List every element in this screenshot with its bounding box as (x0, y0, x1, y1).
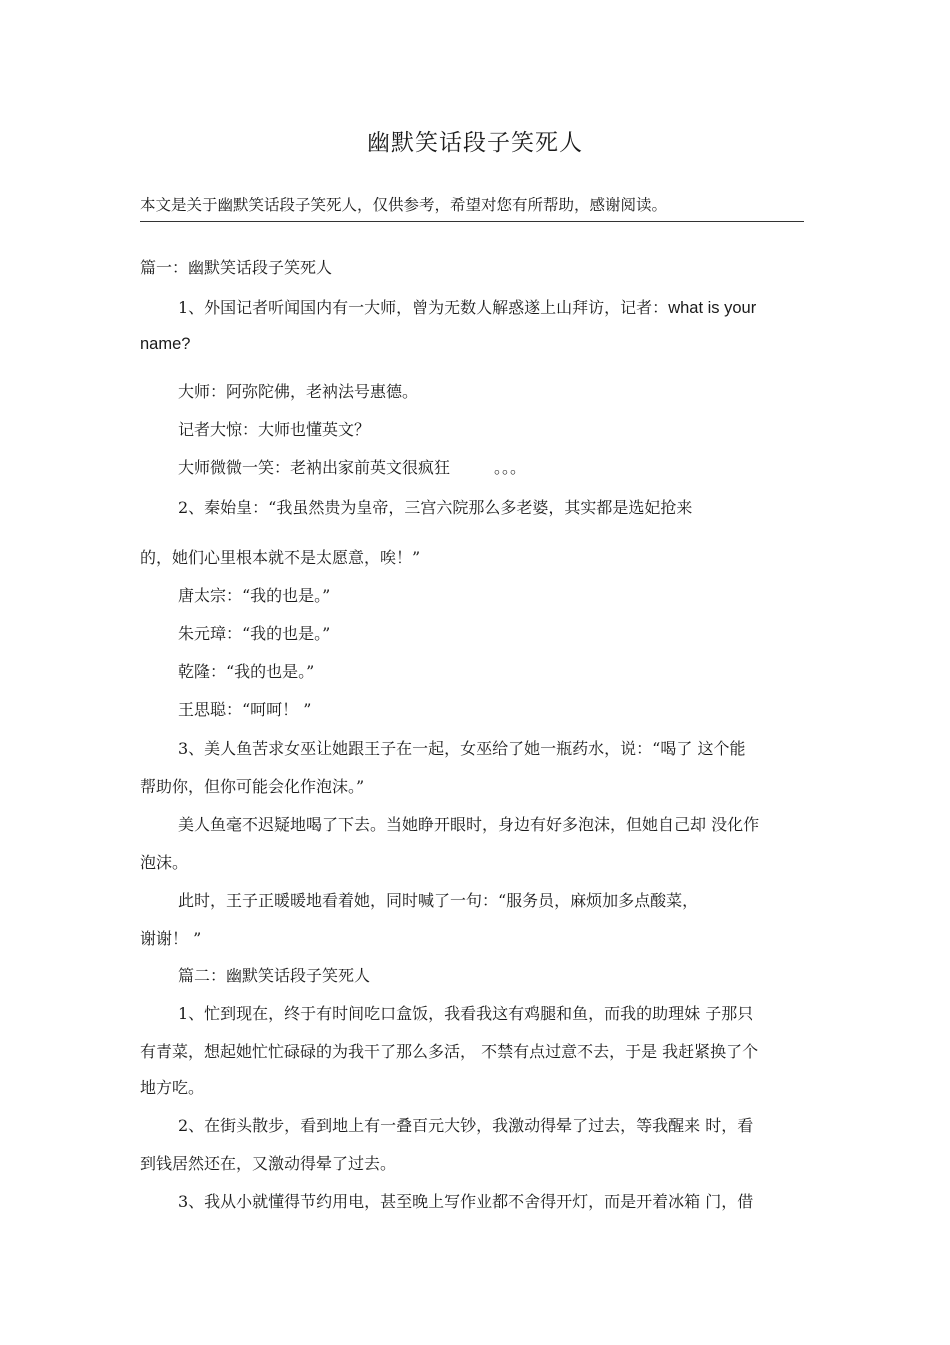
paragraph-line: 帮助你，但你可能会化作泡沫。” (140, 777, 365, 796)
paragraph-line: 王思聪：“呵呵！ ” (178, 700, 312, 719)
document-title: 幽默笑话段子笑死人 (367, 130, 583, 156)
paragraph-line: 美人鱼毫不迟疑地喝了下去。当她睁开眼时，身边有好多泡沫，但她自己却 没化作 (178, 815, 760, 834)
paragraph-line: 的，她们心里根本就不是太愿意，唉！” (140, 548, 421, 567)
paragraph-line: 3、我从小就懂得节约用电，甚至晚上写作业都不舍得开灯，而是开着冰箱 门，借 (178, 1192, 754, 1211)
section-heading-2: 篇二：幽默笑话段子笑死人 (178, 966, 371, 985)
paragraph-line: 泡沫。 (140, 853, 189, 872)
paragraph-line: 乾隆：“我的也是。” (178, 662, 315, 681)
paragraph-line: 大师：阿弥陀佛，老衲法号惠德。 (178, 382, 419, 401)
ellipsis-text: 。。。 (494, 458, 527, 477)
intro-line: 本文是关于幽默笑话段子笑死人，仅供参考，希望对您有所帮助，感谢阅读。 (140, 193, 804, 222)
paragraph-line (178, 298, 756, 318)
paragraph-line: 1、忙到现在，终于有时间吃口盒饭，我看我这有鸡腿和鱼，而我的助理妹 子那只 (178, 1004, 754, 1023)
paragraph-line: 朱元璋：“我的也是。” (178, 624, 331, 643)
paragraph-text: 大师微微一笑：老衲出家前英文很疯狂 (178, 458, 451, 477)
paragraph-line: 唐太宗：“我的也是。” (178, 586, 331, 605)
paragraph-line: 有青菜，想起她忙忙碌碌的为我干了那么多活， 不禁有点过意不去，于是 我赶紧换了个 (140, 1042, 759, 1061)
english-text: what is your (668, 299, 757, 317)
paragraph-text: 1、外国记者听闻国内有一大师，曾为无数人解惑遂上山拜访，记者： (178, 298, 669, 317)
paragraph-line: 到钱居然还在，又激动得晕了过去。 (140, 1154, 397, 1173)
paragraph-line: 3、美人鱼苦求女巫让她跟王子在一起，女巫给了她一瓶药水，说：“喝了 这个能 (178, 739, 746, 758)
paragraph-line: name? (140, 335, 191, 353)
paragraph-line: 地方吃。 (140, 1078, 205, 1097)
paragraph-line: 2、秦始皇：“我虽然贵为皇帝，三宫六院那么多老婆，其实都是选妃抢来 (178, 498, 693, 517)
paragraph-line (178, 458, 526, 478)
paragraph-line: 2、在街头散步，看到地上有一叠百元大钞，我激动得晕了过去，等我醒来 时，看 (178, 1116, 754, 1135)
paragraph-line: 谢谢！ ” (140, 929, 202, 948)
section-heading-1: 篇一：幽默笑话段子笑死人 (140, 258, 333, 277)
paragraph-line: 记者大惊：大师也懂英文？ (178, 420, 371, 439)
paragraph-line: 此时，王子正暖暖地看着她，同时喊了一句：“服务员，麻烦加多点酸菜， (178, 891, 699, 910)
